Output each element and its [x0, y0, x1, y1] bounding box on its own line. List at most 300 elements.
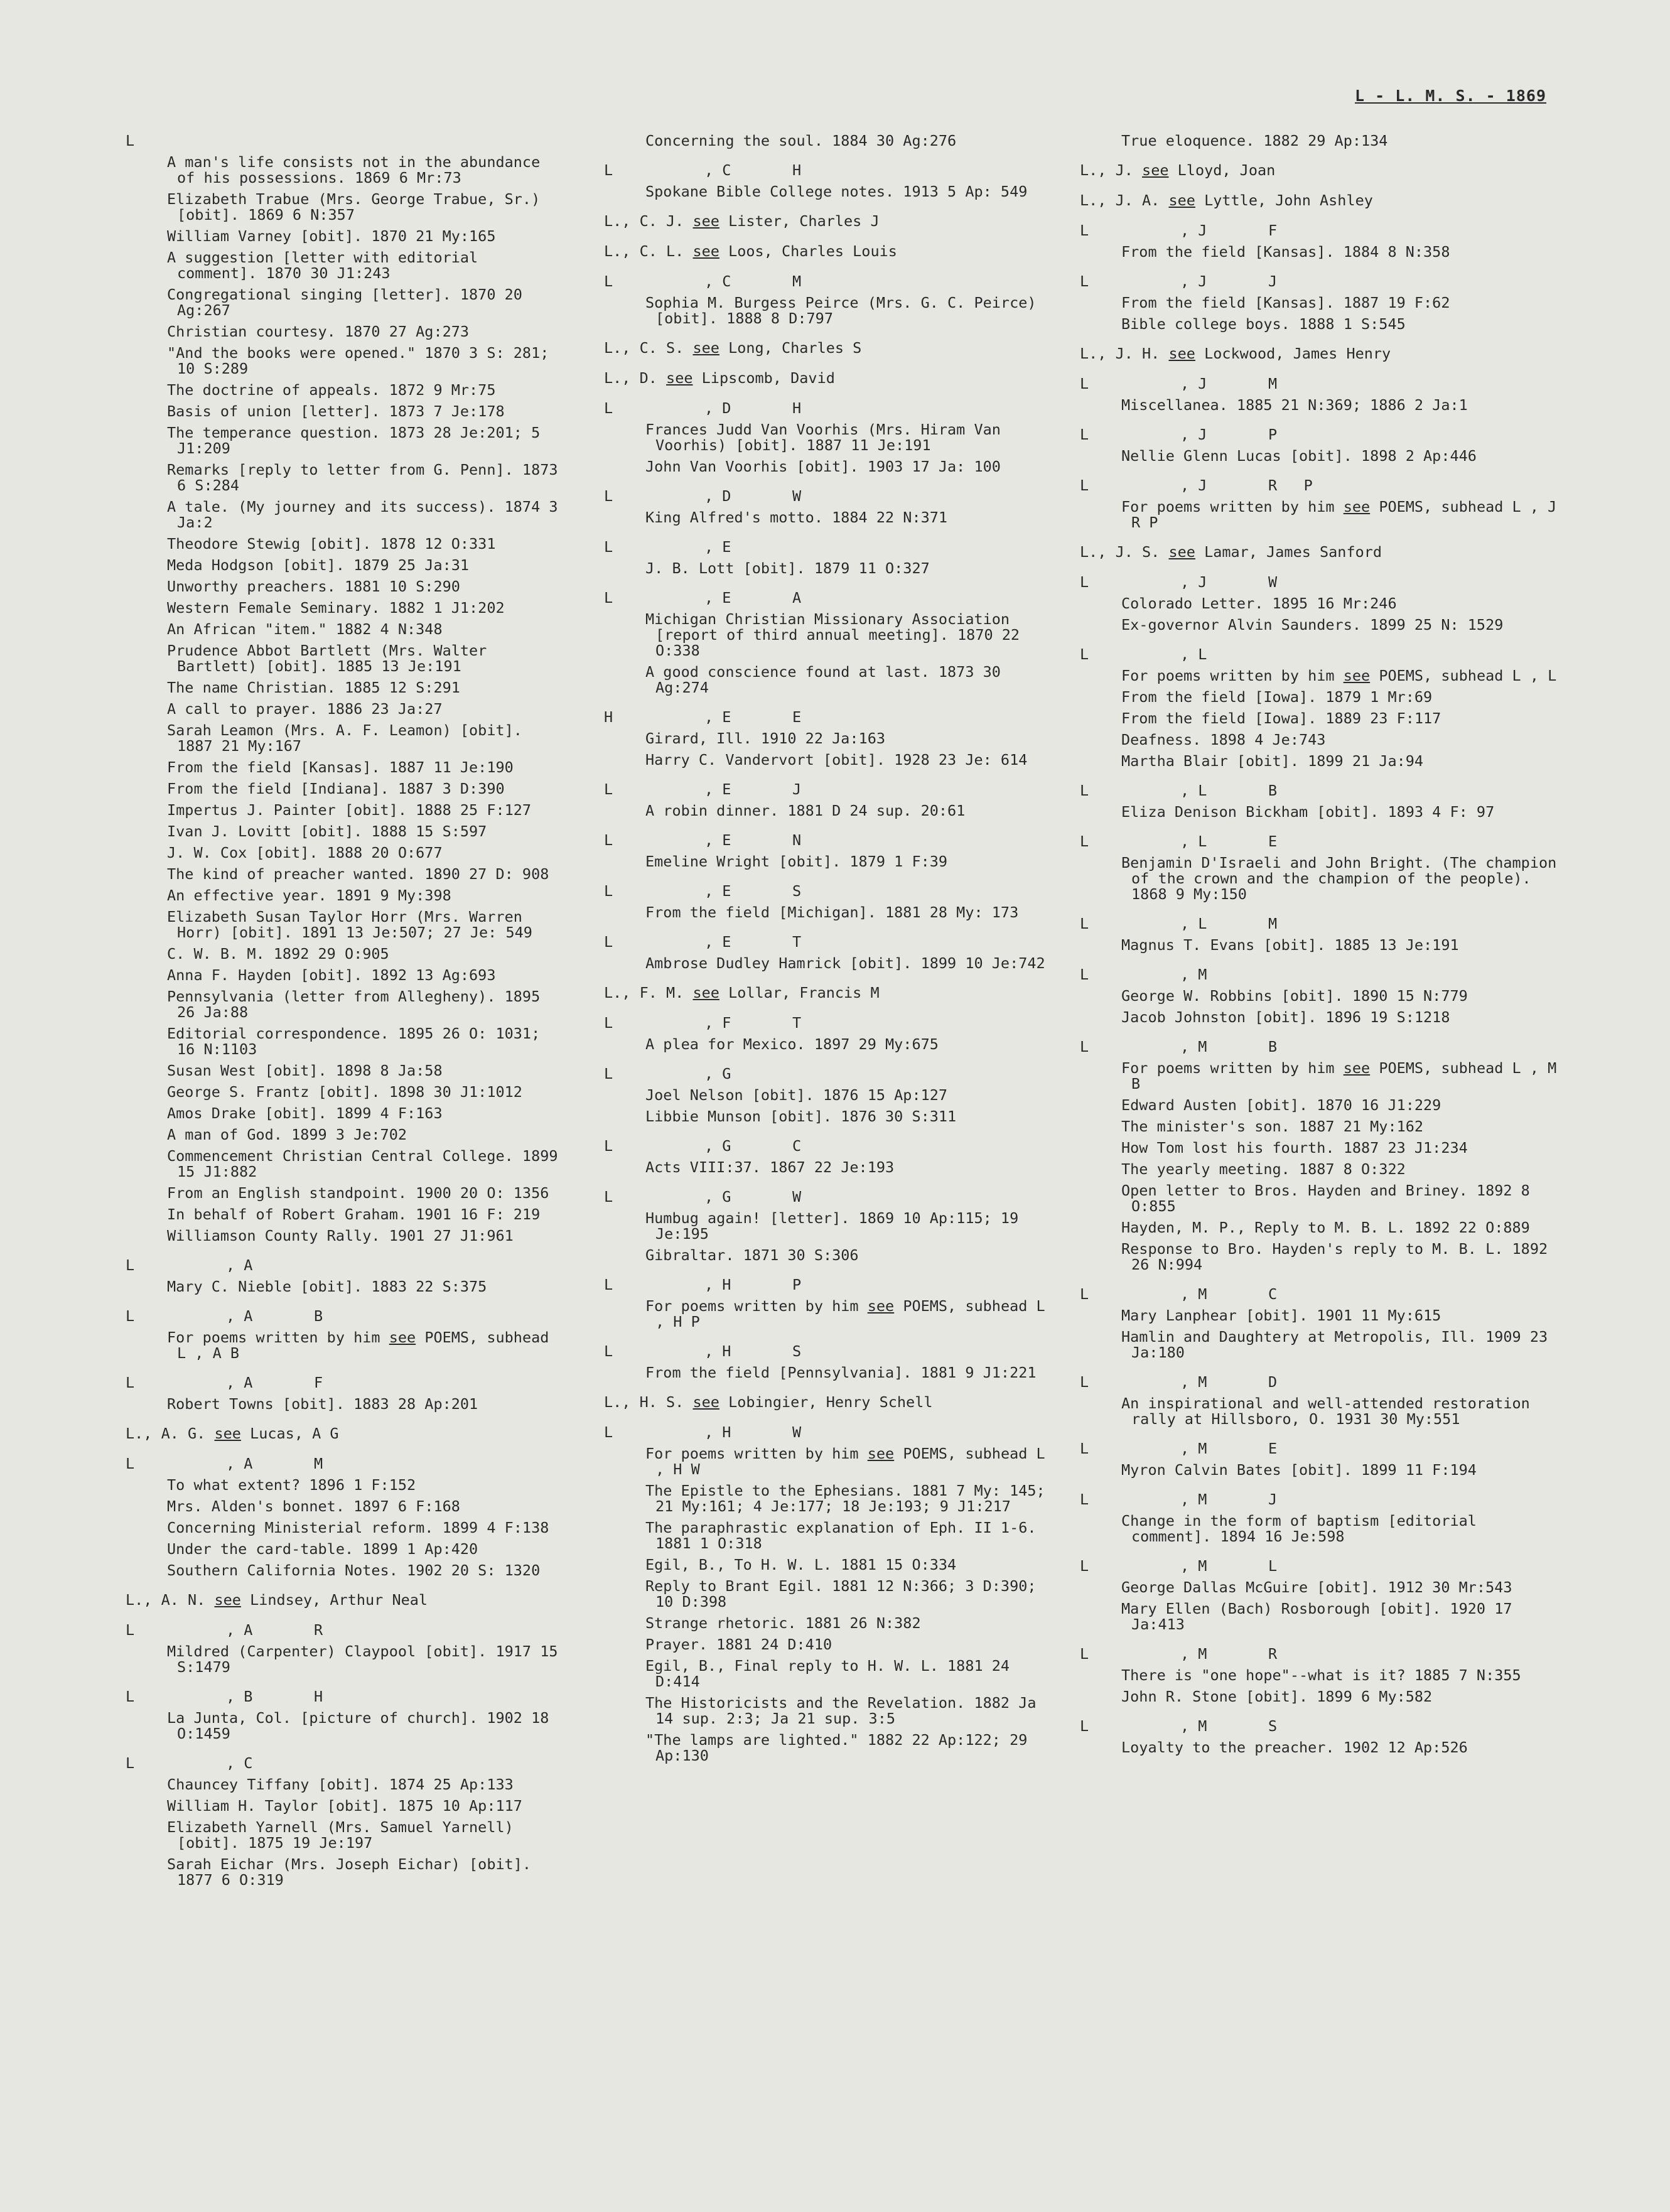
author-heading	[1080, 427, 1557, 443]
author-heading-part: L	[1080, 833, 1089, 850]
author-heading-part: W	[1268, 573, 1278, 591]
author-heading-part: W	[792, 1188, 802, 1206]
author-heading	[126, 1622, 565, 1639]
author-heading-part: , M	[1180, 1038, 1207, 1055]
index-entry: "The lamps are lighted." 1882 22 Ap:122; 29 Ap:130	[645, 1731, 1028, 1764]
author-heading-part: L	[604, 589, 613, 607]
index-entry: Ivan J. Lovitt [obit]. 1888 15 S:597	[167, 823, 487, 840]
author-heading	[126, 1258, 565, 1274]
index-entry: Martha Blair [obit]. 1899 21 Ja:94	[1121, 752, 1424, 770]
author-heading-part: W	[792, 1423, 802, 1441]
author-heading-part: L	[126, 1374, 135, 1391]
index-entry: A call to prayer. 1886 23 Ja:27	[167, 700, 443, 718]
index-entry: The doctrine of appeals. 1872 9 Mr:75	[167, 381, 496, 399]
author-heading-part: L	[604, 1342, 613, 1360]
index-entry: Michigan Christian Missionary Association [report of third annual meeting]. 1870 22 O:338	[645, 610, 1020, 659]
author-heading-part: R	[314, 1621, 323, 1639]
index-entry: A man of God. 1899 3 Je:702	[167, 1126, 407, 1143]
index-entry: Sophia M. Burgess Peirce (Mrs. G. C. Peirce) [obit]. 1888 8 D:797	[645, 294, 1037, 327]
index-entry: C. W. B. M. 1892 29 O:905	[167, 945, 389, 963]
index-entry: Joel Nelson [obit]. 1876 15 Ap:127	[645, 1086, 948, 1104]
author-heading-part: , E	[704, 933, 731, 951]
author-heading-part: L	[126, 1621, 135, 1639]
author-heading-part: , A	[226, 1374, 253, 1391]
author-heading-part: L	[604, 882, 613, 900]
author-heading-part: L	[1080, 426, 1089, 443]
author-heading-part: , M	[1180, 1717, 1207, 1735]
index-entry: Harry C. Vandervort [obit]. 1928 23 Je: 614	[645, 751, 1028, 769]
author-heading	[126, 133, 565, 149]
author-heading-part: S	[792, 1342, 802, 1360]
author-heading	[1080, 1718, 1557, 1735]
index-entry: In behalf of Robert Graham. 1901 16 F: 219	[167, 1206, 541, 1223]
index-entry: From the field [Iowa]. 1879 1 Mr:69	[1121, 688, 1433, 706]
index-entry: Williamson County Rally. 1901 27 J1:961	[167, 1227, 514, 1244]
author-heading	[604, 539, 1056, 556]
index-entry: Hamlin and Daughtery at Metropolis, Ill. 1909 23 Ja:180	[1121, 1328, 1548, 1361]
author-heading-part: , J	[1180, 426, 1207, 443]
index-entry: True eloquence. 1882 29 Ap:134	[1121, 132, 1388, 149]
author-heading-part: L	[1080, 1373, 1089, 1391]
author-heading-part: L	[1080, 782, 1089, 799]
author-heading-part: M	[1268, 375, 1278, 392]
index-entry: Strange rhetoric. 1881 26 N:382	[645, 1614, 921, 1632]
index-entry: La Junta, Col. [picture of church]. 1902 18 O:1459	[167, 1709, 549, 1742]
author-heading	[604, 1189, 1056, 1206]
index-entry: Mary C. Nieble [obit]. 1883 22 S:375	[167, 1278, 487, 1295]
author-heading-part: L	[126, 1455, 135, 1472]
author-heading	[604, 709, 1056, 726]
author-heading-part: L	[1080, 966, 1089, 983]
index-entry: Under the card-table. 1899 1 Ap:420	[167, 1540, 478, 1558]
index-entry: Impertus J. Painter [obit]. 1888 25 F:127	[167, 801, 532, 819]
author-heading-part: H	[792, 399, 802, 417]
index-entry: J. W. Cox [obit]. 1888 20 O:677	[167, 844, 443, 861]
author-heading-part: , A	[226, 1621, 253, 1639]
cross-reference: L., H. S. see Lobingier, Henry Schell	[604, 1393, 933, 1411]
author-heading-part: C	[1268, 1285, 1278, 1303]
author-heading	[126, 1689, 565, 1705]
author-heading-part: , B	[226, 1688, 253, 1705]
author-heading	[1080, 1492, 1557, 1508]
index-entry: King Alfred's motto. 1884 22 N:371	[645, 509, 948, 526]
author-heading-part: , J	[1180, 573, 1207, 591]
author-heading-part: L	[604, 933, 613, 951]
index-entry: Loyalty to the preacher. 1902 12 Ap:526	[1121, 1739, 1468, 1756]
index-entry: For poems written by him see POEMS, subhead L , A B	[167, 1329, 549, 1362]
author-heading-part: M	[314, 1455, 323, 1472]
author-heading-part: L	[1080, 645, 1089, 663]
author-heading-part: A	[792, 589, 802, 607]
author-heading-part: , G	[704, 1137, 731, 1155]
author-heading-part: M	[792, 272, 802, 290]
index-entry: A suggestion [letter with editorial comment]. 1870 30 J1:243	[167, 249, 478, 282]
author-heading-part: L	[604, 1137, 613, 1155]
index-entry: Congregational singing [letter]. 1870 20 Ag:267	[167, 286, 522, 319]
index-entry: There is "one hope"--what is it? 1885 7 N:355	[1121, 1666, 1521, 1684]
index-entry: From the field [Kansas]. 1887 11 Je:190	[167, 758, 514, 776]
author-heading-part: J	[1268, 272, 1278, 290]
index-entry: Ex-governor Alvin Saunders. 1899 25 N: 1529	[1121, 616, 1504, 634]
author-heading	[1080, 376, 1557, 392]
index-entry: Editorial correspondence. 1895 26 O: 1031; 16 N:1103	[167, 1025, 541, 1058]
index-entry: Benjamin D'Israeli and John Bright. (The champion of the crown and the champion of the people). 1868 9 My:150	[1121, 854, 1557, 903]
author-heading-part: W	[792, 487, 802, 505]
author-heading-part: , J	[1180, 375, 1207, 392]
author-heading	[1080, 478, 1557, 494]
index-entry: Mrs. Alden's bonnet. 1897 6 F:168	[167, 1497, 460, 1515]
cross-reference: L., F. M. see Lollar, Francis M	[604, 984, 880, 1001]
index-entry: To what extent? 1896 1 F:152	[167, 1476, 416, 1494]
index-entry: Frances Judd Van Voorhis (Mrs. Hiram Van Voorhis) [obit]. 1887 11 Je:191	[645, 421, 1001, 454]
author-heading	[604, 934, 1056, 951]
index-entry: A plea for Mexico. 1897 29 My:675	[645, 1035, 939, 1053]
author-heading	[604, 1344, 1056, 1360]
index-entry: Girard, Ill. 1910 22 Ja:163	[645, 730, 886, 747]
index-column-2	[604, 133, 1056, 1769]
cross-reference: L., C. L. see Loos, Charles Louis	[604, 242, 897, 260]
author-heading-part: T	[792, 1014, 802, 1032]
author-heading-part: E	[1268, 833, 1278, 850]
index-entry: Miscellanea. 1885 21 N:369; 1886 2 Ja:1	[1121, 396, 1468, 414]
index-entry: Libbie Munson [obit]. 1876 30 S:311	[645, 1108, 957, 1125]
author-heading-part: , H	[704, 1342, 731, 1360]
index-entry: The minister's son. 1887 21 My:162	[1121, 1118, 1424, 1135]
author-heading-part: P	[792, 1276, 802, 1293]
author-heading-part: J	[1268, 1491, 1278, 1508]
index-entry: For poems written by him see POEMS, subhead L , M B	[1121, 1059, 1557, 1093]
author-heading-part: S	[792, 882, 802, 900]
author-heading-part: , E	[704, 780, 731, 798]
index-entry: Robert Towns [obit]. 1883 28 Ap:201	[167, 1395, 478, 1413]
index-entry: For poems written by him see POEMS, subhead L , H W	[645, 1445, 1045, 1478]
author-heading	[604, 1138, 1056, 1155]
index-entry: The temperance question. 1873 28 Je:201; 5 J1:209	[167, 424, 541, 457]
index-entry: Jacob Johnston [obit]. 1896 19 S:1218	[1121, 1008, 1450, 1026]
cross-reference: L., C. J. see Lister, Charles J	[604, 212, 880, 230]
author-heading	[604, 274, 1056, 290]
index-entry: William H. Taylor [obit]. 1875 10 Ap:117	[167, 1797, 522, 1815]
author-heading-part: H	[314, 1688, 323, 1705]
index-entry: From the field [Michigan]. 1881 28 My: 173	[645, 904, 1019, 921]
index-entry: The Epistle to the Ephesians. 1881 7 My: 145; 21 My:161; 4 Je:177; 18 Je:193; 9 J1:217	[645, 1482, 1045, 1515]
author-heading	[1080, 575, 1557, 591]
author-heading-part: L	[604, 538, 613, 556]
index-entry: Egil, B., Final reply to H. W. L. 1881 24 D:414	[645, 1657, 1010, 1690]
author-heading-part: H	[604, 708, 613, 726]
author-heading	[126, 1456, 565, 1472]
index-entry: Southern California Notes. 1902 20 S: 1320	[167, 1562, 541, 1579]
author-heading-part: L	[1080, 1491, 1089, 1508]
index-entry: Bible college boys. 1888 1 S:545	[1121, 315, 1406, 333]
author-heading-part: L	[604, 1065, 613, 1082]
author-heading-part: N	[792, 831, 802, 849]
author-heading-part: , M	[1180, 1645, 1207, 1663]
index-entry: Response to Bro. Hayden's reply to M. B. L. 1892 26 N:994	[1121, 1240, 1548, 1273]
author-heading-part: L	[1080, 1717, 1089, 1735]
index-entry: Prudence Abbot Bartlett (Mrs. Walter Bartlett) [obit]. 1885 13 Je:191	[167, 642, 487, 675]
index-entry: Colorado Letter. 1895 16 Mr:246	[1121, 595, 1397, 612]
index-entry: A robin dinner. 1881 D 24 sup. 20:61	[645, 802, 966, 819]
author-heading-part: S	[1268, 1717, 1278, 1735]
index-entry: John R. Stone [obit]. 1899 6 My:582	[1121, 1688, 1433, 1705]
index-entry: A tale. (My journey and its success). 1874 3 Ja:2	[167, 498, 558, 531]
author-heading-part: L	[604, 399, 613, 417]
author-heading	[604, 883, 1056, 900]
author-heading-part: D	[1268, 1373, 1278, 1391]
author-heading	[1080, 783, 1557, 799]
index-entry: Concerning the soul. 1884 30 Ag:276	[645, 132, 957, 149]
author-heading-part: M	[1268, 915, 1278, 932]
author-heading-part: L	[604, 1423, 613, 1441]
author-heading-part: , E	[704, 538, 731, 556]
author-heading-part: L	[1080, 915, 1089, 932]
author-heading	[126, 1756, 565, 1772]
author-heading-part: R	[1268, 1645, 1278, 1663]
author-heading	[604, 1015, 1056, 1032]
author-heading-part: , J	[1180, 272, 1207, 290]
index-entry: Humbug again! [letter]. 1869 10 Ap:115; 19 Je:195	[645, 1209, 1019, 1243]
author-heading-part: , A	[226, 1256, 253, 1274]
author-heading-part: F	[314, 1374, 323, 1391]
author-heading-part: L	[1080, 1440, 1089, 1457]
author-heading	[126, 1375, 565, 1391]
author-heading-part: B	[1268, 1038, 1278, 1055]
index-entry: Prayer. 1881 24 D:410	[645, 1636, 832, 1653]
author-heading-part: L	[1080, 477, 1089, 494]
author-heading-part: E	[792, 708, 802, 726]
index-entry: Open letter to Bros. Hayden and Briney. 1892 8 O:855	[1121, 1182, 1530, 1215]
author-heading-part: L	[126, 132, 135, 149]
author-heading-part: B	[314, 1307, 323, 1325]
index-entry: Gibraltar. 1871 30 S:306	[645, 1246, 859, 1264]
running-head: L - L. M. S. - 1869	[1355, 87, 1546, 105]
index-entry: From the field [Iowa]. 1889 23 F:117	[1121, 709, 1441, 727]
index-entry: Mary Ellen (Bach) Rosborough [obit]. 1920 17 Ja:413	[1121, 1600, 1512, 1633]
index-entry: Ambrose Dudley Hamrick [obit]. 1899 10 Je:742	[645, 954, 1045, 972]
index-entry: Theodore Stewig [obit]. 1878 12 O:331	[167, 535, 496, 553]
author-heading	[1080, 834, 1557, 850]
author-heading-part: L	[126, 1688, 135, 1705]
index-entry: The paraphrastic explanation of Eph. II 1-6. 1881 1 O:318	[645, 1519, 1037, 1552]
author-heading-part: , D	[704, 487, 731, 505]
author-heading	[1080, 1039, 1557, 1055]
author-heading-part: T	[792, 933, 802, 951]
author-heading-part: , M	[1180, 1285, 1207, 1303]
index-entry: For poems written by him see POEMS, subhead L , L	[1121, 667, 1557, 684]
author-heading-part: , E	[704, 831, 731, 849]
author-heading-part: , J	[1180, 477, 1207, 494]
author-heading-part: , E	[704, 708, 731, 726]
author-heading-part: L	[126, 1307, 135, 1325]
author-heading	[604, 833, 1056, 849]
author-heading-part: , M	[1180, 1373, 1207, 1391]
index-entry: Remarks [reply to letter from G. Penn]. 1873 6 S:284	[167, 461, 558, 494]
index-entry: Unworthy preachers. 1881 10 S:290	[167, 578, 460, 595]
index-entry: Acts VIII:37. 1867 22 Je:193	[645, 1158, 895, 1176]
index-entry: The yearly meeting. 1887 8 O:322	[1121, 1160, 1406, 1178]
cross-reference: L., J. A. see Lyttle, John Ashley	[1080, 192, 1373, 209]
index-entry: From the field [Indiana]. 1887 3 D:390	[167, 780, 505, 797]
author-heading-part: , D	[704, 399, 731, 417]
author-heading-part: F	[1268, 222, 1278, 239]
index-entry: A good conscience found at last. 1873 30 Ag:274	[645, 663, 1001, 696]
index-entry: Sarah Eichar (Mrs. Joseph Eichar) [obit]. 1877 6 O:319	[167, 1855, 532, 1889]
author-heading-part: , M	[1180, 1440, 1207, 1457]
index-entry: The Historicists and the Revelation. 1882 Ja 14 sup. 2:3; Ja 21 sup. 3:5	[645, 1694, 1037, 1727]
author-heading-part: L	[1080, 1038, 1089, 1055]
index-entry: An inspirational and well-attended restoration rally at Hillsboro, O. 1931 30 My:551	[1121, 1395, 1530, 1428]
index-entry: George Dallas McGuire [obit]. 1912 30 Mr:543	[1121, 1578, 1512, 1596]
author-heading-part: , M	[1180, 966, 1207, 983]
author-heading	[1080, 916, 1557, 932]
author-heading-part: L	[604, 272, 613, 290]
author-heading-part: , A	[226, 1455, 253, 1472]
author-heading	[604, 163, 1056, 179]
author-heading	[604, 1425, 1056, 1441]
index-entry: "And the books were opened." 1870 3 S: 281; 10 S:289	[167, 344, 549, 377]
author-heading-part: B	[1268, 782, 1278, 799]
author-heading	[1080, 274, 1557, 290]
author-heading-part: L	[1080, 1557, 1089, 1575]
author-heading-part: L	[604, 831, 613, 849]
author-heading	[1080, 223, 1557, 239]
index-column-1	[126, 133, 565, 1894]
index-entry: Nellie Glenn Lucas [obit]. 1898 2 Ap:446	[1121, 447, 1477, 465]
index-entry: Elizabeth Yarnell (Mrs. Samuel Yarnell) [obit]. 1875 19 Je:197	[167, 1818, 514, 1852]
author-heading-part: P	[1268, 426, 1278, 443]
index-entry: Elizabeth Trabue (Mrs. George Trabue, Sr.) [obit]. 1869 6 N:357	[167, 190, 541, 224]
author-heading	[1080, 1646, 1557, 1663]
index-entry: Christian courtesy. 1870 27 Ag:273	[167, 323, 470, 340]
author-heading-part: C	[792, 1137, 802, 1155]
index-entry: Chauncey Tiffany [obit]. 1874 25 Ap:133	[167, 1776, 514, 1793]
index-entry: Susan West [obit]. 1898 8 Ja:58	[167, 1062, 443, 1079]
cross-reference: L., A. G. see Lucas, A G	[126, 1425, 339, 1442]
index-entry: Deafness. 1898 4 Je:743	[1121, 731, 1326, 748]
index-entry: Myron Calvin Bates [obit]. 1899 11 F:194	[1121, 1461, 1477, 1479]
index-entry: John Van Voorhis [obit]. 1903 17 Ja: 100	[645, 458, 1001, 475]
author-heading-part: H	[792, 161, 802, 179]
index-entry: Hayden, M. P., Reply to M. B. L. 1892 22 O:889	[1121, 1219, 1530, 1236]
index-entry: For poems written by him see POEMS, subhead L , H P	[645, 1297, 1045, 1330]
author-heading-part: E	[1268, 1440, 1278, 1457]
index-entry: Pennsylvania (letter from Allegheny). 1895 26 Ja:88	[167, 988, 541, 1021]
author-heading-part: , A	[226, 1307, 253, 1325]
index-entry: George S. Frantz [obit]. 1898 30 J1:1012	[167, 1083, 522, 1101]
index-entry: Mary Lanphear [obit]. 1901 11 My:615	[1121, 1307, 1441, 1324]
index-entry: William Varney [obit]. 1870 21 My:165	[167, 227, 496, 245]
author-heading-part: , G	[704, 1065, 731, 1082]
index-entry: The kind of preacher wanted. 1890 27 D: 908	[167, 865, 549, 883]
index-entry: From the field [Kansas]. 1884 8 N:358	[1121, 243, 1450, 261]
author-heading	[604, 401, 1056, 417]
author-heading-part: , G	[704, 1188, 731, 1206]
author-heading	[126, 1308, 565, 1325]
author-heading-part: J	[792, 780, 802, 798]
index-entry: An African "item." 1882 4 N:348	[167, 620, 443, 638]
author-heading-part: L	[604, 161, 613, 179]
author-heading-part: L	[604, 1276, 613, 1293]
index-entry: Change in the form of baptism [editorial comment]. 1894 16 Je:598	[1121, 1512, 1477, 1545]
index-entry: A man's life consists not in the abundance of his possessions. 1869 6 Mr:73	[167, 153, 541, 186]
author-heading-part: , M	[1180, 1557, 1207, 1575]
index-entry: Magnus T. Evans [obit]. 1885 13 Je:191	[1121, 936, 1459, 954]
index-entry: Reply to Brant Egil. 1881 12 N:366; 3 D:390; 10 D:398	[645, 1577, 1037, 1610]
author-heading	[604, 782, 1056, 798]
author-heading-part: L	[1268, 1557, 1278, 1575]
author-heading-part: , F	[704, 1014, 731, 1032]
index-entry: From an English standpoint. 1900 20 O: 1356	[167, 1184, 549, 1202]
author-heading-part: , E	[704, 882, 731, 900]
author-heading	[604, 488, 1056, 505]
author-heading-part: L	[126, 1256, 135, 1274]
index-entry: Mildred (Carpenter) Claypool [obit]. 1917 15 S:1479	[167, 1643, 558, 1676]
author-heading	[1080, 967, 1557, 983]
author-heading-part: L	[604, 1188, 613, 1206]
cross-reference: L., D. see Lipscomb, David	[604, 369, 835, 387]
author-heading-part: L	[1080, 1285, 1089, 1303]
index-entry: Elizabeth Susan Taylor Horr (Mrs. Warren Horr) [obit]. 1891 13 Je:507; 27 Je: 549	[167, 908, 532, 941]
index-entry: Emeline Wright [obit]. 1879 1 F:39	[645, 853, 948, 870]
author-heading-part: L	[1080, 375, 1089, 392]
author-heading-part: , M	[1180, 1491, 1207, 1508]
index-entry: Amos Drake [obit]. 1899 4 F:163	[167, 1104, 443, 1122]
author-heading	[1080, 1287, 1557, 1303]
index-entry: Eliza Denison Bickham [obit]. 1893 4 F: 97	[1121, 803, 1495, 821]
author-heading-part: L	[604, 487, 613, 505]
author-heading	[604, 590, 1056, 607]
index-entry: J. B. Lott [obit]. 1879 11 O:327	[645, 559, 930, 577]
author-heading	[1080, 1374, 1557, 1391]
cross-reference: L., C. S. see Long, Charles S	[604, 339, 862, 357]
index-entry: Anna F. Hayden [obit]. 1892 13 Ag:693	[167, 966, 496, 984]
cross-reference: L., J. see Lloyd, Joan	[1080, 161, 1276, 179]
author-heading-part: , E	[704, 589, 731, 607]
index-entry: The name Christian. 1885 12 S:291	[167, 679, 460, 696]
author-heading-part: , J	[1180, 222, 1207, 239]
index-entry: Meda Hodgson [obit]. 1879 25 Ja:31	[167, 556, 470, 574]
index-entry: How Tom lost his fourth. 1887 23 J1:234	[1121, 1139, 1468, 1157]
author-heading-part: , L	[1180, 782, 1207, 799]
author-heading-part: L	[1080, 272, 1089, 290]
author-heading-part: L	[1080, 1645, 1089, 1663]
author-heading-part: , L	[1180, 645, 1207, 663]
author-heading	[1080, 647, 1557, 663]
index-entry: Commencement Christian Central College. 1899 15 J1:882	[167, 1147, 558, 1180]
index-entry: Egil, B., To H. W. L. 1881 15 O:334	[645, 1556, 957, 1573]
index-entry: For poems written by him see POEMS, subhead L , J R P	[1121, 498, 1557, 531]
author-heading-part: L	[1080, 573, 1089, 591]
cross-reference: L., A. N. see Lindsey, Arthur Neal	[126, 1591, 428, 1609]
index-entry: Concerning Ministerial reform. 1899 4 F:138	[167, 1519, 549, 1536]
author-heading-part: , C	[226, 1754, 253, 1772]
author-heading-part: L	[126, 1754, 135, 1772]
author-heading-part: , H	[704, 1423, 731, 1441]
index-entry: Basis of union [letter]. 1873 7 Je:178	[167, 402, 505, 420]
author-heading-part: , C	[704, 272, 731, 290]
index-entry: From the field [Pennsylvania]. 1881 9 J1:221	[645, 1364, 1037, 1381]
author-heading-part: L	[604, 780, 613, 798]
author-heading	[604, 1277, 1056, 1293]
author-heading	[1080, 1441, 1557, 1457]
author-heading-part: , L	[1180, 915, 1207, 932]
index-entry: Western Female Seminary. 1882 1 J1:202	[167, 599, 505, 617]
author-heading	[1080, 1558, 1557, 1575]
index-entry: From the field [Kansas]. 1887 19 F:62	[1121, 294, 1450, 311]
author-heading-part: , L	[1180, 833, 1207, 850]
index-entry: Edward Austen [obit]. 1870 16 J1:229	[1121, 1096, 1441, 1114]
